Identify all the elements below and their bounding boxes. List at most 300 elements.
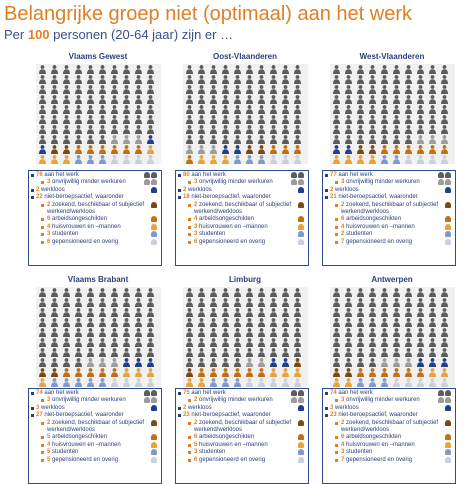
bullet-icon bbox=[188, 204, 191, 207]
person-icon bbox=[416, 85, 427, 94]
person-icon bbox=[110, 358, 121, 367]
legend-item bbox=[325, 449, 453, 456]
person-icon bbox=[74, 358, 85, 367]
person-icon bbox=[344, 288, 355, 297]
legend-label: niet-beroepsactief, waaronder bbox=[191, 194, 271, 201]
person-icon bbox=[146, 288, 157, 297]
person-icon bbox=[380, 75, 391, 84]
legend-text bbox=[194, 179, 294, 186]
person-icon bbox=[293, 95, 304, 104]
person-icon bbox=[368, 348, 379, 357]
bullet-icon bbox=[31, 174, 34, 177]
person-icon bbox=[233, 85, 244, 94]
legend-number: 2 bbox=[341, 419, 345, 426]
person-icon bbox=[269, 115, 280, 124]
person-icon bbox=[368, 338, 379, 347]
person-icon bbox=[356, 85, 367, 94]
legend-box bbox=[322, 170, 456, 266]
person-icon bbox=[221, 298, 232, 307]
person-icon bbox=[356, 135, 367, 144]
person-icon bbox=[404, 378, 415, 387]
person-icon bbox=[185, 288, 196, 297]
legend-item bbox=[178, 397, 306, 404]
person-icon bbox=[98, 125, 109, 134]
legend-text bbox=[36, 412, 124, 419]
person-icon bbox=[440, 75, 451, 84]
bullet-icon bbox=[31, 189, 34, 192]
legend-text bbox=[341, 179, 441, 186]
legend-number: 6 bbox=[47, 238, 51, 245]
person-icon bbox=[38, 288, 49, 297]
person-icon bbox=[50, 358, 61, 367]
person-icon bbox=[110, 308, 121, 317]
person-icon bbox=[298, 172, 304, 178]
person-icon bbox=[122, 298, 133, 307]
person-icon bbox=[257, 368, 268, 377]
person-icon bbox=[440, 328, 451, 337]
bullet-icon bbox=[335, 451, 338, 454]
legend-item bbox=[178, 187, 306, 194]
legend-number: 2 bbox=[341, 231, 345, 238]
person-icon bbox=[293, 125, 304, 134]
legend-item bbox=[178, 224, 306, 231]
person-icon bbox=[332, 358, 343, 367]
person-icon bbox=[298, 442, 304, 448]
person-icon bbox=[38, 318, 49, 327]
bullet-icon bbox=[178, 189, 181, 192]
bullet-icon bbox=[31, 407, 34, 410]
person-icon bbox=[445, 224, 451, 230]
person-icon bbox=[197, 155, 208, 164]
bullet-icon bbox=[335, 226, 338, 229]
person-icon bbox=[332, 328, 343, 337]
person-icon bbox=[269, 105, 280, 114]
legend-number: 3 bbox=[194, 179, 198, 186]
legend-label: aan het werk bbox=[338, 390, 373, 396]
person-icon bbox=[356, 298, 367, 307]
person-icon bbox=[151, 179, 157, 185]
person-icon bbox=[332, 75, 343, 84]
person-icon bbox=[332, 135, 343, 144]
people-grid bbox=[330, 287, 455, 387]
person-icon bbox=[98, 308, 109, 317]
person-icon bbox=[428, 378, 439, 387]
person-icon bbox=[245, 145, 256, 154]
person-icon bbox=[233, 318, 244, 327]
legend-item bbox=[178, 405, 306, 412]
person-icon bbox=[151, 172, 157, 178]
person-icon bbox=[245, 288, 256, 297]
legend-label: niet-beroepsactief, waaronder bbox=[338, 194, 418, 201]
person-icon bbox=[404, 75, 415, 84]
legend-label: gepensioneerd en overig bbox=[199, 238, 266, 245]
person-icon bbox=[122, 368, 133, 377]
legend-text bbox=[194, 224, 294, 231]
person-icon bbox=[233, 115, 244, 124]
bullet-icon bbox=[335, 459, 338, 462]
person-icon bbox=[392, 338, 403, 347]
person-icon bbox=[98, 145, 109, 154]
person-icon bbox=[438, 172, 444, 178]
people-grid bbox=[183, 287, 308, 387]
legend-item bbox=[178, 412, 306, 419]
legend-item bbox=[31, 434, 159, 441]
region-name: Antwerpen bbox=[371, 275, 413, 284]
person-icon bbox=[38, 115, 49, 124]
person-icon bbox=[416, 65, 427, 74]
legend-item bbox=[325, 420, 453, 435]
person-icon bbox=[62, 125, 73, 134]
person-icon bbox=[368, 75, 379, 84]
person-icon bbox=[151, 405, 157, 411]
legend-item bbox=[325, 405, 453, 412]
person-icon bbox=[197, 105, 208, 114]
legend-number: 2 bbox=[194, 397, 198, 404]
legend-label: arbeidsongeschikten bbox=[199, 434, 255, 441]
person-icon bbox=[74, 288, 85, 297]
person-icon bbox=[445, 457, 451, 463]
person-icon bbox=[269, 298, 280, 307]
legend-label: zoekend, beschikbaar of subjectief werkend/werkloos bbox=[341, 419, 439, 433]
legend-number: 2 bbox=[47, 201, 51, 208]
person-icon bbox=[440, 135, 451, 144]
legend-person-icons bbox=[297, 239, 304, 248]
legend-label: onvrijwillig minder werkuren bbox=[199, 179, 273, 186]
person-icon bbox=[197, 125, 208, 134]
person-icon bbox=[344, 155, 355, 164]
person-icon bbox=[74, 115, 85, 124]
person-icon bbox=[428, 75, 439, 84]
legend-text bbox=[194, 434, 294, 441]
person-icon bbox=[344, 135, 355, 144]
person-icon bbox=[298, 202, 304, 208]
person-icon bbox=[356, 348, 367, 357]
person-icon bbox=[368, 85, 379, 94]
person-icon bbox=[257, 338, 268, 347]
person-icon bbox=[62, 348, 73, 357]
legend-text bbox=[341, 231, 441, 238]
legend-item bbox=[178, 390, 306, 397]
person-icon bbox=[50, 368, 61, 377]
person-icon bbox=[344, 308, 355, 317]
person-icon bbox=[281, 145, 292, 154]
person-icon bbox=[151, 239, 157, 245]
person-icon bbox=[440, 85, 451, 94]
legend-item bbox=[31, 194, 159, 201]
person-icon bbox=[416, 348, 427, 357]
person-icon bbox=[293, 115, 304, 124]
person-icon bbox=[134, 95, 145, 104]
region-name: Vlaams Gewest bbox=[68, 52, 128, 61]
person-icon bbox=[257, 288, 268, 297]
person-icon bbox=[209, 348, 220, 357]
person-icon bbox=[428, 298, 439, 307]
person-icon bbox=[146, 125, 157, 134]
person-icon bbox=[62, 105, 73, 114]
legend-item bbox=[325, 194, 453, 201]
legend-text bbox=[47, 216, 147, 223]
legend-label: arbeidsongeschikten bbox=[199, 216, 255, 223]
legend-label: niet-beroepsactief, waaronder bbox=[338, 412, 418, 419]
person-icon bbox=[98, 105, 109, 114]
person-icon bbox=[197, 298, 208, 307]
person-icon bbox=[110, 328, 121, 337]
person-icon bbox=[122, 125, 133, 134]
person-icon bbox=[440, 95, 451, 104]
person-icon bbox=[151, 420, 157, 426]
person-icon bbox=[445, 449, 451, 455]
person-icon bbox=[380, 298, 391, 307]
person-icon bbox=[368, 95, 379, 104]
person-icon bbox=[38, 378, 49, 387]
bullet-icon bbox=[41, 459, 44, 462]
legend-item bbox=[325, 187, 453, 194]
person-icon bbox=[291, 397, 297, 403]
person-icon bbox=[50, 85, 61, 94]
person-icon bbox=[269, 358, 280, 367]
person-icon bbox=[445, 434, 451, 440]
person-icon bbox=[74, 85, 85, 94]
bullet-icon bbox=[188, 181, 191, 184]
person-icon bbox=[98, 75, 109, 84]
person-icon bbox=[380, 125, 391, 134]
person-icon bbox=[428, 338, 439, 347]
person-icon bbox=[332, 95, 343, 104]
person-icon bbox=[86, 358, 97, 367]
legend-label: werkloos bbox=[335, 404, 359, 411]
legend-item bbox=[178, 420, 306, 435]
legend-item bbox=[31, 202, 159, 217]
person-icon bbox=[134, 308, 145, 317]
person-icon bbox=[269, 75, 280, 84]
person-icon bbox=[50, 378, 61, 387]
person-icon bbox=[151, 216, 157, 222]
person-icon bbox=[298, 434, 304, 440]
person-icon bbox=[440, 155, 451, 164]
person-icon bbox=[110, 155, 121, 164]
person-icon bbox=[62, 308, 73, 317]
person-icon bbox=[368, 358, 379, 367]
person-icon bbox=[50, 125, 61, 134]
person-icon bbox=[356, 378, 367, 387]
person-icon bbox=[221, 135, 232, 144]
person-icon bbox=[368, 155, 379, 164]
person-icon bbox=[392, 378, 403, 387]
legend-number: 3 bbox=[47, 179, 51, 186]
person-icon bbox=[380, 65, 391, 74]
bullet-icon bbox=[41, 226, 44, 229]
person-icon bbox=[74, 298, 85, 307]
person-icon bbox=[428, 348, 439, 357]
person-icon bbox=[122, 338, 133, 347]
person-icon bbox=[269, 85, 280, 94]
person-icon bbox=[440, 298, 451, 307]
legend-text bbox=[194, 216, 294, 223]
person-icon bbox=[134, 328, 145, 337]
person-icon bbox=[62, 95, 73, 104]
legend-box bbox=[322, 388, 456, 484]
legend-item bbox=[178, 239, 306, 246]
legend-label: niet-beroepsactief, waaronder bbox=[44, 412, 124, 419]
legend-label: studenten bbox=[346, 231, 373, 238]
person-icon bbox=[197, 75, 208, 84]
person-icon bbox=[445, 420, 451, 426]
person-icon bbox=[110, 75, 121, 84]
legend-number: 74 bbox=[36, 390, 43, 396]
legend-label: studenten bbox=[199, 449, 226, 456]
legend-item bbox=[31, 187, 159, 194]
person-icon bbox=[146, 115, 157, 124]
person-icon bbox=[356, 115, 367, 124]
legend-number: 6 bbox=[47, 216, 51, 223]
person-icon bbox=[151, 434, 157, 440]
person-icon bbox=[380, 115, 391, 124]
person-icon bbox=[197, 328, 208, 337]
person-icon bbox=[209, 95, 220, 104]
person-icon bbox=[209, 318, 220, 327]
person-icon bbox=[257, 65, 268, 74]
person-icon bbox=[38, 328, 49, 337]
person-icon bbox=[332, 348, 343, 357]
bullet-icon bbox=[188, 459, 191, 462]
person-icon bbox=[86, 85, 97, 94]
person-icon bbox=[185, 85, 196, 94]
person-icon bbox=[445, 390, 451, 396]
person-icon bbox=[86, 135, 97, 144]
legend-text bbox=[47, 442, 147, 449]
person-icon bbox=[38, 105, 49, 114]
legend-number: 5 bbox=[47, 456, 51, 463]
person-icon bbox=[233, 328, 244, 337]
person-icon bbox=[440, 65, 451, 74]
person-icon bbox=[245, 85, 256, 94]
bullet-icon bbox=[178, 392, 181, 395]
person-icon bbox=[74, 368, 85, 377]
person-icon bbox=[416, 115, 427, 124]
person-icon bbox=[440, 338, 451, 347]
person-icon bbox=[221, 288, 232, 297]
person-icon bbox=[269, 95, 280, 104]
person-icon bbox=[416, 368, 427, 377]
person-icon bbox=[122, 358, 133, 367]
person-icon bbox=[269, 338, 280, 347]
person-icon bbox=[151, 442, 157, 448]
person-icon bbox=[332, 125, 343, 134]
person-icon bbox=[122, 65, 133, 74]
person-icon bbox=[62, 65, 73, 74]
person-icon bbox=[344, 338, 355, 347]
person-icon bbox=[445, 442, 451, 448]
person-icon bbox=[233, 298, 244, 307]
person-icon bbox=[257, 145, 268, 154]
legend-number: 2 bbox=[194, 419, 198, 426]
person-icon bbox=[98, 368, 109, 377]
person-icon bbox=[221, 328, 232, 337]
person-icon bbox=[392, 308, 403, 317]
legend-text bbox=[341, 216, 441, 223]
person-icon bbox=[62, 145, 73, 154]
legend-number: 3 bbox=[341, 449, 345, 456]
legend-item bbox=[325, 442, 453, 449]
legend-number: 2 bbox=[341, 201, 345, 208]
legend-text bbox=[47, 202, 147, 217]
legend-label: studenten bbox=[52, 231, 79, 238]
legend-label: werkloos bbox=[188, 404, 212, 411]
person-icon bbox=[245, 105, 256, 114]
person-icon bbox=[269, 328, 280, 337]
person-icon bbox=[74, 155, 85, 164]
person-icon bbox=[269, 368, 280, 377]
person-icon bbox=[380, 348, 391, 357]
person-icon bbox=[438, 390, 444, 396]
person-icon bbox=[209, 85, 220, 94]
person-icon bbox=[50, 338, 61, 347]
person-icon bbox=[110, 348, 121, 357]
person-icon bbox=[122, 288, 133, 297]
legend-person-icons bbox=[444, 202, 451, 211]
person-icon bbox=[185, 145, 196, 154]
person-icon bbox=[392, 155, 403, 164]
person-icon bbox=[392, 145, 403, 154]
person-icon bbox=[332, 378, 343, 387]
person-icon bbox=[445, 231, 451, 237]
person-icon bbox=[281, 85, 292, 94]
bullet-icon bbox=[178, 414, 181, 417]
person-icon bbox=[122, 75, 133, 84]
legend-text bbox=[330, 194, 418, 201]
legend-person-icons bbox=[444, 239, 451, 248]
bullet-icon bbox=[31, 392, 34, 395]
legend-text bbox=[194, 442, 294, 449]
person-icon bbox=[245, 338, 256, 347]
person-icon bbox=[257, 348, 268, 357]
person-icon bbox=[344, 328, 355, 337]
person-icon bbox=[428, 95, 439, 104]
person-icon bbox=[233, 65, 244, 74]
person-icon bbox=[185, 105, 196, 114]
legend-label: aan het werk bbox=[191, 390, 226, 396]
person-icon bbox=[380, 328, 391, 337]
person-icon bbox=[209, 125, 220, 134]
person-icon bbox=[332, 105, 343, 114]
person-icon bbox=[293, 75, 304, 84]
bullet-icon bbox=[41, 241, 44, 244]
person-icon bbox=[50, 288, 61, 297]
person-icon bbox=[185, 298, 196, 307]
person-icon bbox=[293, 105, 304, 114]
legend-text bbox=[47, 239, 147, 246]
person-icon bbox=[221, 318, 232, 327]
person-icon bbox=[356, 75, 367, 84]
person-icon bbox=[298, 420, 304, 426]
person-icon bbox=[445, 172, 451, 178]
person-icon bbox=[50, 348, 61, 357]
person-icon bbox=[185, 348, 196, 357]
person-icon bbox=[380, 105, 391, 114]
subtitle-count: 100 bbox=[27, 27, 50, 42]
person-icon bbox=[197, 65, 208, 74]
person-icon bbox=[293, 65, 304, 74]
legend-item bbox=[178, 179, 306, 186]
person-icon bbox=[146, 318, 157, 327]
person-icon bbox=[404, 135, 415, 144]
person-icon bbox=[197, 368, 208, 377]
legend-item bbox=[178, 172, 306, 179]
person-icon bbox=[197, 95, 208, 104]
person-icon bbox=[185, 75, 196, 84]
person-icon bbox=[209, 115, 220, 124]
person-icon bbox=[38, 65, 49, 74]
